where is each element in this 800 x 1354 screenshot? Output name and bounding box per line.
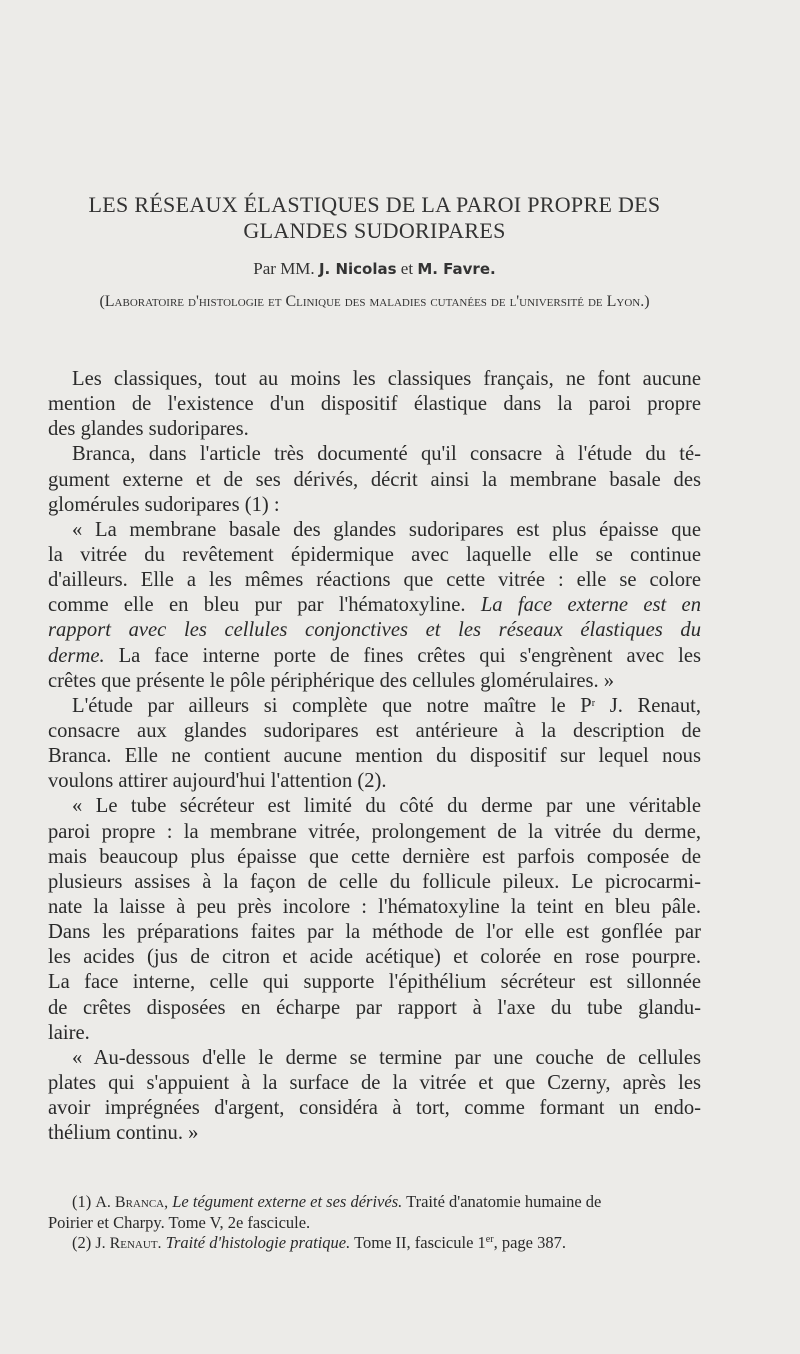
text-line: nate la laisse à peu près incolore : l'hématoxyline la teint en bleu pâle. (48, 895, 701, 918)
text-line: crêtes que présente le pôle périphérique des cellules glomérulaires. » (48, 669, 615, 692)
footnote-author: J. Renaut. (95, 1235, 162, 1252)
text-line: thélium continu. » (48, 1122, 199, 1145)
text-line: Branca. Elle ne contient aucune mention du dispositif sur lequel nous (48, 745, 701, 768)
text-line: L'étude par ailleurs si complète que notre maître le $P^r$ J. Renaut, (72, 694, 701, 717)
text-line: glomérules sudoripares (1) : (48, 493, 280, 516)
text-line: mention de l'existence d'un dispositif élastique dans la paroi propre (48, 393, 701, 416)
footnotes (48, 1192, 701, 1254)
text-line: derme. La face interne porte de fines crêtes qui s'engrènent avec les (48, 644, 701, 667)
text-line: Branca, dans l'article très documenté qu'il consacre à l'étude du té- (72, 443, 701, 466)
text-line: consacre aux glandes sudoripares est antérieure à la description de (48, 719, 701, 742)
text-line: la vitrée du revêtement épidermique avec laquelle elle se continue (48, 543, 701, 566)
text-line: Dans les préparations faites par la méthode de l'or elle est gonflée par (48, 921, 701, 944)
professor-title: $P^r$ (580, 694, 596, 717)
text-line: plates qui s'appuient à la surface de la vitrée et que Czerny, après les (48, 1071, 701, 1094)
title-line-1: LES RÉSEAUX ÉLASTIQUES DE LA PAROI PROPRE DES (88, 192, 661, 217)
italic-quote: rapport avec les cellules conjonctives et les réseaux élastiques du (48, 619, 701, 642)
text-line: « Au-dessous d'elle le derme se termine par une couche de cellules (72, 1046, 701, 1069)
text-line: « Le tube sécréteur est limité du côté du derme par une véritable (72, 795, 701, 818)
text-line: mais beaucoup plus épaisse que cette dernière est parfois composée de (48, 845, 701, 868)
author-line (48, 259, 701, 279)
author-2: M. Favre. (417, 260, 496, 278)
text-line: gument externe et de ses dérivés, décrit ainsi la membrane basale des (48, 468, 701, 491)
text-line: d'ailleurs. Elle a les mêmes réactions que cette vitrée : elle se colore (48, 569, 701, 592)
italic-quote: La face externe est en (480, 594, 701, 617)
author-conjunction: et (400, 259, 414, 278)
affiliation: (Laboratoire d'histologie et Clinique des maladies cutanées de l'université de Lyon.) (99, 293, 650, 310)
footnote-1: (1) A. Branca, Le tégument externe et ses dérivés. Traité d'anatomie humaine de (72, 1192, 602, 1211)
text-line: laire. (48, 1021, 90, 1044)
title-line-2: GLANDES SUDORIPARES (243, 218, 506, 243)
footnote-title: Le tégument externe et ses dérivés. (172, 1192, 403, 1211)
article-body (48, 367, 701, 1146)
text-line: comme elle en bleu pur par l'hématoxyline. La face externe est en (48, 594, 701, 617)
footnote-author: A. Branca, (95, 1194, 169, 1211)
author-1: J. Nicolas (318, 260, 397, 278)
author-prefix: Par MM. (253, 259, 315, 278)
footnote-2: (2) J. Renaut. Traité d'histologie pratique. Tome II, fascicule 1er, page 387. (72, 1233, 566, 1252)
text-line (48, 618, 701, 643)
text-line: Les classiques, tout au moins les classiques français, ne font aucune (72, 368, 701, 390)
text-line: avoir imprégnées d'argent, considéra à tort, comme formant un endo- (48, 1097, 701, 1120)
text-line: « La membrane basale des glandes sudoripares est plus épaisse que (72, 518, 701, 541)
text-line: des glandes sudoripares. (48, 418, 249, 441)
footnote-title: Traité d'histologie pratique. (165, 1233, 351, 1252)
text-line: plusieurs assises à la façon de celle du follicule pileux. Le picrocarmi- (48, 870, 701, 893)
article-title (48, 192, 701, 244)
footnote-1-continued: Poirier et Charpy. Tome V, 2e fascicule. (48, 1213, 311, 1232)
text-line: voulons attirer aujourd'hui l'attention (2). (48, 770, 387, 793)
italic-quote: derme. (48, 644, 105, 667)
text-line: les acides (jus de citron et acide acétique) et colorée en rose pourpre. (48, 946, 701, 969)
text-line: La face interne, celle qui supporte l'épithélium sécréteur est sillonnée (48, 971, 701, 994)
text-line: paroi propre : la membrane vitrée, prolongement de la vitrée du derme, (48, 820, 701, 843)
text-line: de crêtes disposées en écharpe par rapport à l'axe du tube glandu- (48, 996, 701, 1019)
document-page (48, 0, 701, 1354)
